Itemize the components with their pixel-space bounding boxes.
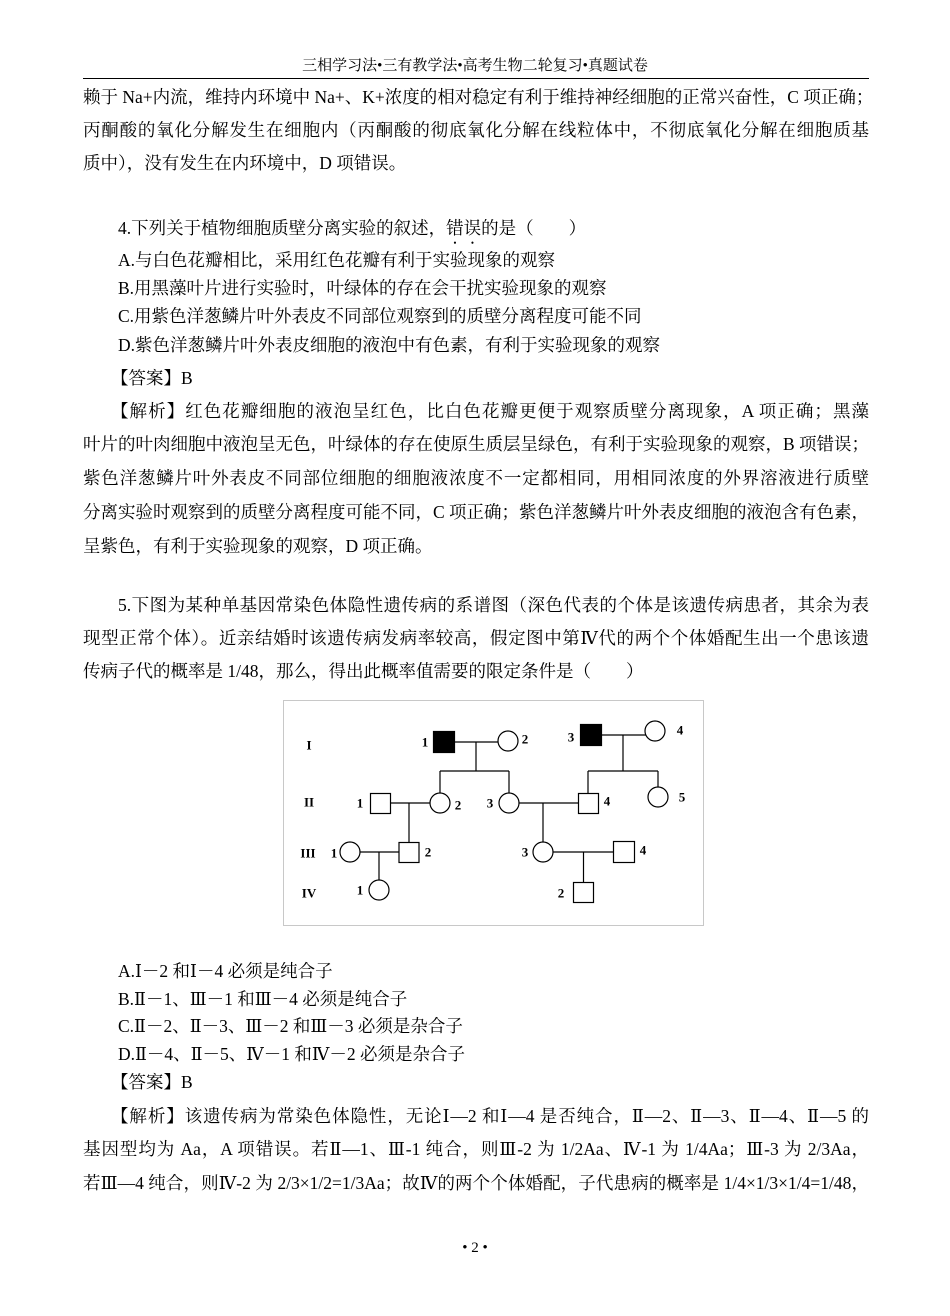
q5-analysis-line: 若Ⅲ—4 纯合，则Ⅳ-2 为 2/3×1/2=1/3Aa；故Ⅳ的两个个体婚配，子代患病的概率是 1/4×1/3×1/4=1/48， [83,1173,869,1193]
q4-stem-text: 4.下列关于植物细胞质壁分离实验的叙述， [118,218,447,238]
generation-label-1: I [306,737,312,753]
pedigree-figure [283,700,704,927]
individual-label-II-1: 1 [356,795,364,811]
q4-analysis-line: 分离实验时观察到的质壁分离程度可能不同，C 项正确；紫色洋葱鳞片叶外表皮细胞的液泡含有色素， [83,502,870,522]
q5-option-b: B.Ⅱ－1、Ⅲ－1 和Ⅲ－4 必须是纯合子 [118,989,408,1009]
pedigree-female-III-3 [533,842,553,862]
generation-label-3: III [300,845,316,861]
q5-answer: 【答案】B [111,1072,193,1092]
prev-analysis-line: 赖于 Na+内流，维持内环境中 Na+、K+浓度的相对稳定有利于维持神经细胞的正常兴奋性，C 项正确； [83,87,874,107]
individual-label-III-1: 1 [330,845,338,861]
individual-label-II-2: 2 [454,797,462,813]
individual-label-II-5: 5 [678,789,686,805]
q4-analysis-line: 呈紫色，有利于实验现象的观察，D 项正确。 [83,536,433,556]
q4-option-b: B.用黑藻叶片进行实验时，叶绿体的存在会干扰实验现象的观察 [118,278,607,298]
individual-label-II-4: 4 [603,793,611,809]
generation-label-4: IV [301,885,317,901]
individual-label-III-2: 2 [424,844,432,860]
q5-analysis-line: 基因型均为 Aa，A 项错误。若Ⅱ—1、Ⅲ-1 纯合，则Ⅲ-2 为 1/2Aa、Ⅳ-1 为 1/4Aa；Ⅲ-3 为 2/3Aa， [83,1139,869,1159]
pedigree-male-II-4 [579,794,599,814]
q5-stem-line: 5.下图为某种单基因常染色体隐性遗传病的系谱图（深色代表的个体是该遗传病患者，其余为表 [118,595,869,615]
individual-label-I-3: 3 [567,729,575,745]
q5-option-c: C.Ⅱ－2、Ⅱ－3、Ⅲ－2 和Ⅲ－3 必须是杂合子 [118,1016,463,1036]
running-header: 三相学习法•三有教学法•高考生物二轮复习•真题试卷 [302,58,648,74]
individual-label-II-3: 3 [486,795,494,811]
individual-label-I-4: 4 [676,722,684,738]
q4-option-d: D.紫色洋葱鳞片叶外表皮细胞的液泡中有色素，有利于实验现象的观察 [118,335,661,355]
q4-stem-text: 的是（ ） [481,218,587,238]
pedigree-female-I-4 [645,721,665,741]
q4-option-a: A.与白色花瓣相比，采用红色花瓣有利于实验现象的观察 [118,250,556,270]
header-rule [83,78,869,79]
pedigree-male-IV-2 [574,883,594,903]
individual-label-IV-2: 2 [557,885,565,901]
pedigree-female-II-2 [430,793,450,813]
pedigree-male-II-1 [371,794,391,814]
pedigree-female-II-3 [499,793,519,813]
q4-option-c: C.用紫色洋葱鳞片叶外表皮不同部位观察到的质壁分离程度可能不同 [118,306,642,326]
pedigree-female-III-1 [340,842,360,862]
page-number: • 2 • [462,1240,488,1256]
pedigree-female-I-2 [498,731,518,751]
pedigree-male-III-4 [614,842,635,863]
individual-label-I-2: 2 [521,731,529,747]
generation-label-2: II [303,794,315,810]
q4-answer: 【答案】B [111,368,193,388]
q5-analysis-line: 【解析】该遗传病为常染色体隐性，无论Ⅰ—2 和Ⅰ—4 是否纯合，Ⅱ—2、Ⅱ—3、Ⅱ—4、Ⅱ—5 的 [111,1106,869,1126]
figure-border [284,701,704,926]
q4-stem-emphasis: 错误 [446,218,482,238]
individual-label-IV-1: 1 [356,882,364,898]
prev-analysis-line: 丙酮酸的氧化分解发生在细胞内（丙酮酸的彻底氧化分解在线粒体中，不彻底氧化分解在细胞质基 [83,120,869,140]
individual-label-III-3: 3 [521,844,529,860]
individual-label-I-1: 1 [421,734,429,750]
pedigree-male-III-2 [399,843,419,863]
pedigree-female-II-5 [648,787,668,807]
prev-analysis-line: 质中），没有发生在内环境中，D 项错误。 [83,153,407,173]
q5-stem-line: 现型正常个体）。近亲结婚时该遗传病发病率较高，假定图中第Ⅳ代的两个个体婚配生出一个患该遗 [83,628,869,648]
pedigree-female-IV-1 [369,880,389,900]
q4-analysis-line: 叶片的叶肉细胞中液泡呈无色，叶绿体的存在使原生质层呈绿色，有利于实验现象的观察，B 项错误； [83,434,870,454]
pedigree-affected-male-I-3 [581,725,602,746]
q4-analysis-line: 【解析】红色花瓣细胞的液泡呈红色，比白色花瓣更便于观察质壁分离现象，A 项正确；黑藻 [111,401,869,421]
q5-stem-line: 传病子代的概率是 1/48，那么，得出此概率值需要的限定条件是（ ） [83,661,644,681]
q5-option-a: A.Ⅰ－2 和Ⅰ－4 必须是纯合子 [118,961,333,981]
q5-option-d: D.Ⅱ－4、Ⅱ－5、Ⅳ－1 和Ⅳ－2 必须是杂合子 [118,1044,466,1064]
pedigree-affected-male-I-1 [434,732,455,753]
q4-stem [118,216,869,240]
q4-analysis-line: 紫色洋葱鳞片叶外表皮不同部位细胞的细胞液浓度不一定都相同，用相同浓度的外界溶液进行质壁 [83,468,869,488]
individual-label-III-4: 4 [639,842,647,858]
